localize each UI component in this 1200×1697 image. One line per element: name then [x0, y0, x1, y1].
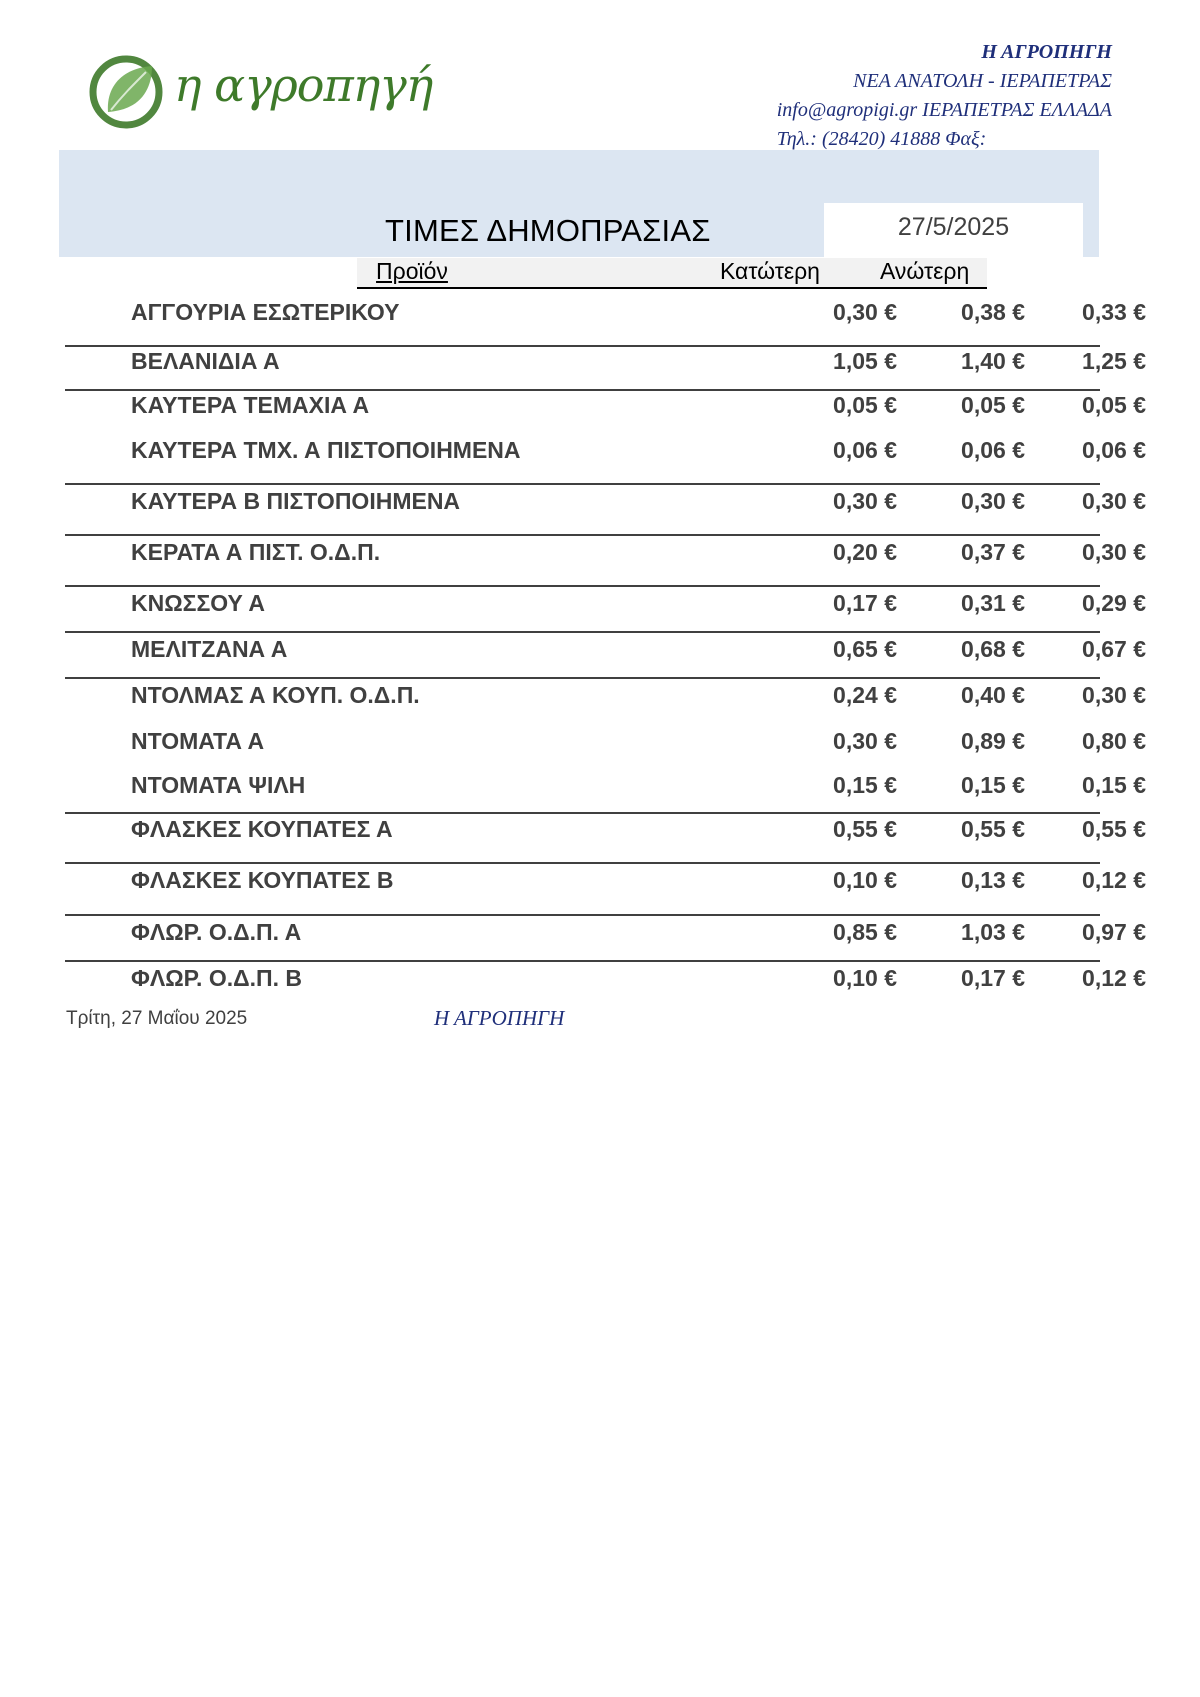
- price-high: 0,17 €: [961, 965, 1025, 991]
- price-low: 0,55 €: [833, 816, 897, 842]
- product-name: ΜΕΛΙΤΖΑΝΑ Α: [131, 636, 288, 662]
- price-high: 1,03 €: [961, 919, 1025, 945]
- product-name: ΚΑΥΤΕΡΑ ΤΜΧ. Α ΠΙΣΤΟΠΟΙΗΜΕΝΑ: [131, 437, 521, 463]
- price-average: 0,67 €: [1082, 636, 1146, 662]
- price-high: 0,31 €: [961, 590, 1025, 616]
- row-divider: [65, 534, 1100, 536]
- row-divider: [65, 631, 1100, 633]
- price-high: 0,06 €: [961, 437, 1025, 463]
- company-phone: Τηλ.: (28420) 41888 Φαξ:: [776, 128, 987, 150]
- price-high: 0,37 €: [961, 539, 1025, 565]
- price-average: 0,80 €: [1082, 728, 1146, 754]
- price-average: 0,29 €: [1082, 590, 1146, 616]
- footer-company: Η ΑΓΡΟΠΗΓΗ: [434, 1006, 565, 1030]
- product-name: ΦΛΩΡ. Ο.Δ.Π. Β: [131, 965, 303, 991]
- row-divider: [65, 585, 1100, 587]
- price-high: 0,55 €: [961, 816, 1025, 842]
- row-divider: [65, 483, 1100, 485]
- price-low: 0,10 €: [833, 867, 897, 893]
- price-high: 0,89 €: [961, 728, 1025, 754]
- price-low: 0,24 €: [833, 682, 897, 708]
- product-name: ΦΛΑΣΚΕΣ ΚΟΥΠΑΤΕΣ Α: [131, 816, 393, 842]
- price-high: 0,38 €: [961, 299, 1025, 325]
- column-header-product: Προϊόν: [376, 258, 448, 284]
- price-average: 0,55 €: [1082, 816, 1146, 842]
- auction-date: 27/5/2025: [897, 213, 1010, 241]
- price-low: 0,06 €: [833, 437, 897, 463]
- price-average: 0,30 €: [1082, 488, 1146, 514]
- price-average: 0,05 €: [1082, 392, 1146, 418]
- product-name: ΒΕΛΑΝΙΔΙΑ Α: [131, 348, 280, 374]
- price-low: 0,10 €: [833, 965, 897, 991]
- price-average: 0,12 €: [1082, 867, 1146, 893]
- price-low: 0,30 €: [833, 299, 897, 325]
- price-low: 0,30 €: [833, 488, 897, 514]
- price-average: 1,25 €: [1082, 348, 1146, 374]
- price-high: 0,68 €: [961, 636, 1025, 662]
- product-name: ΚΑΥΤΕΡΑ ΤΕΜΑΧΙΑ Α: [131, 392, 370, 418]
- product-name: ΦΛΑΣΚΕΣ ΚΟΥΠΑΤΕΣ Β: [131, 867, 394, 893]
- price-average: 0,06 €: [1082, 437, 1146, 463]
- column-header-high: Ανώτερη: [880, 258, 970, 284]
- row-divider: [65, 677, 1100, 679]
- price-low: 0,20 €: [833, 539, 897, 565]
- price-high: 0,13 €: [961, 867, 1025, 893]
- price-low: 0,65 €: [833, 636, 897, 662]
- price-high: 0,30 €: [961, 488, 1025, 514]
- product-name: ΚΝΩΣΣΟΥ Α: [131, 590, 266, 616]
- price-average: 0,15 €: [1082, 772, 1146, 798]
- price-high: 0,40 €: [961, 682, 1025, 708]
- product-name: ΚΑΥΤΕΡΑ Β ΠΙΣΤΟΠΟΙΗΜΕΝΑ: [131, 488, 461, 514]
- row-divider: [65, 389, 1100, 391]
- product-name: ΚΕΡΑΤΑ Α ΠΙΣΤ. Ο.Δ.Π.: [131, 539, 381, 565]
- price-low: 0,05 €: [833, 392, 897, 418]
- price-high: 0,05 €: [961, 392, 1025, 418]
- price-average: 0,30 €: [1082, 682, 1146, 708]
- product-name: ΑΓΓΟΥΡΙΑ ΕΣΩΤΕΡΙΚΟΥ: [131, 299, 400, 325]
- row-divider: [65, 345, 1100, 347]
- company-info: [777, 38, 1112, 154]
- company-name: Η ΑΓΡΟΠΗΓΗ: [981, 41, 1112, 63]
- price-low: 0,30 €: [833, 728, 897, 754]
- product-name: ΝΤΟΛΜΑΣ Α ΚΟΥΠ. Ο.Δ.Π.: [131, 682, 420, 708]
- price-low: 0,17 €: [833, 590, 897, 616]
- price-average: 0,97 €: [1082, 919, 1146, 945]
- price-high: 0,15 €: [961, 772, 1025, 798]
- leaf-circle-icon: [86, 50, 172, 136]
- price-average: 0,33 €: [1082, 299, 1146, 325]
- price-low: 1,05 €: [833, 348, 897, 374]
- row-divider: [65, 812, 1100, 814]
- row-divider: [65, 960, 1100, 962]
- price-average: 0,30 €: [1082, 539, 1146, 565]
- column-header-low: Κατώτερη: [720, 258, 820, 284]
- product-name: ΦΛΩΡ. Ο.Δ.Π. Α: [131, 919, 302, 945]
- page-title: ΤΙΜΕΣ ΔΗΜΟΠΡΑΣΙΑΣ: [385, 213, 711, 248]
- logo-wordmark: η αγροπηγή: [174, 58, 433, 112]
- company-email: info@agropigi.gr ΙΕΡΑΠΕΤΡΑΣ ΕΛΛΑΔΑ: [776, 99, 1112, 121]
- product-name: ΝΤΟΜΑΤΑ Α: [131, 728, 265, 754]
- price-high: 1,40 €: [961, 348, 1025, 374]
- price-average: 0,12 €: [1082, 965, 1146, 991]
- company-logo: [86, 50, 433, 140]
- footer-date: Τρίτη, 27 Μαΐου 2025: [66, 1008, 248, 1029]
- product-name: ΝΤΟΜΑΤΑ ΨΙΛΗ: [131, 772, 306, 798]
- row-divider: [65, 914, 1100, 916]
- row-divider: [65, 862, 1100, 864]
- company-location: ΝΕΑ ΑΝΑΤΟΛΗ - ΙΕΡΑΠΕΤΡΑΣ: [853, 70, 1112, 92]
- price-low: 0,15 €: [833, 772, 897, 798]
- price-low: 0,85 €: [833, 919, 897, 945]
